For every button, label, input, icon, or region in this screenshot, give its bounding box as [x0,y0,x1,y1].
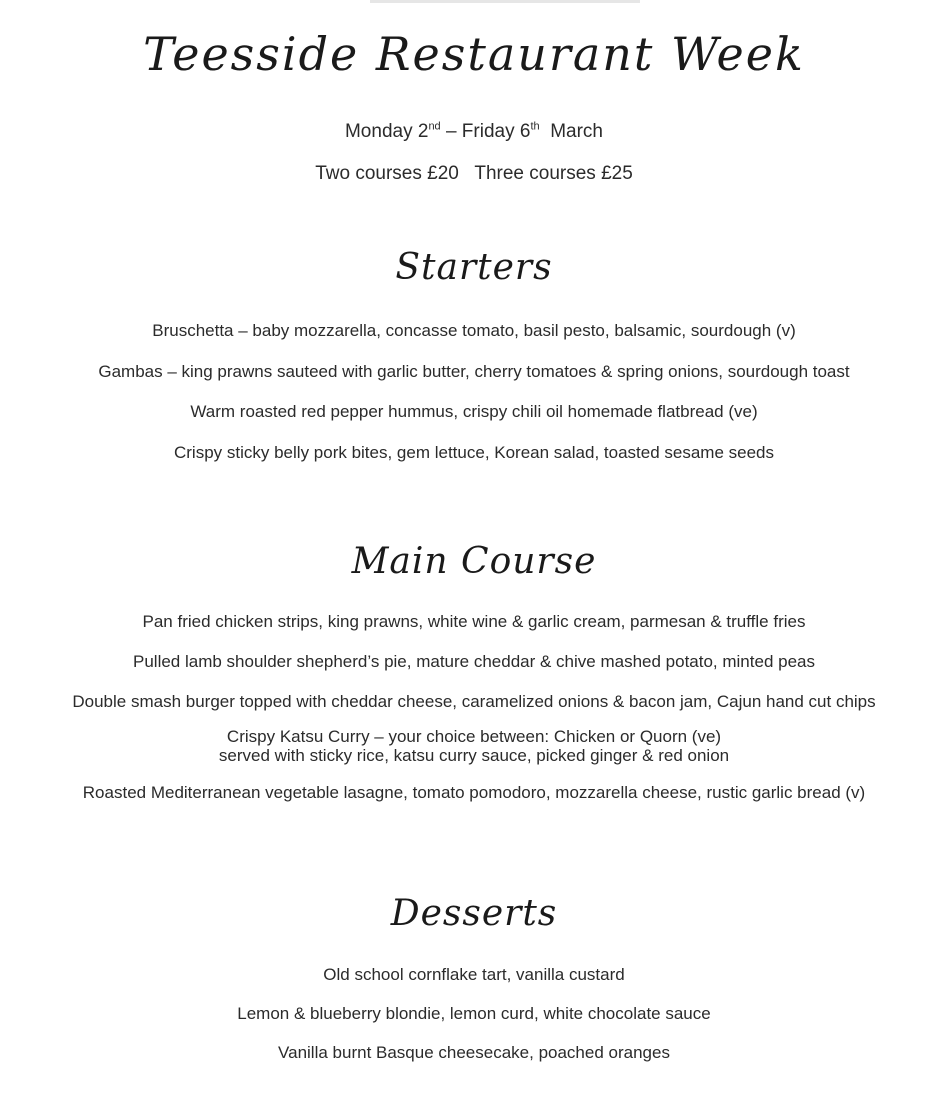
main-item: Double smash burger topped with cheddar cheese, caramelized onions & bacon jam, Cajun hand cut chips [72,692,876,711]
main-item: Pan fried chicken strips, king prawns, white wine & garlic cream, parmesan & truffle fries [142,612,806,631]
starter-item: Gambas – king prawns sauteed with garlic butter, cherry tomatoes & spring onions, sourdough toast [98,362,850,381]
main-item: Pulled lamb shoulder shepherd’s pie, mature cheddar & chive mashed potato, minted peas [133,652,815,671]
starter-item: Warm roasted red pepper hummus, crispy chili oil homemade flatbread (ve) [190,402,758,421]
dessert-item: Old school cornflake tart, vanilla custard [323,965,625,984]
main-item: Roasted Mediterranean vegetable lasagne, tomato pomodoro, mozzarella cheese, rustic garlic bread (v) [82,783,866,802]
menu-title: Teesside Restaurant Week [143,27,805,81]
top-divider [370,0,640,3]
starter-item: Bruschetta – baby mozzarella, concasse tomato, basil pesto, balsamic, sourdough (v) [152,321,796,340]
main-course-heading: Main Course [351,541,597,582]
main-item: Crispy Katsu Curry – your choice between: Chicken or Quorn (ve) [226,727,722,746]
pricing-line: Two courses £20 Three courses £25 [315,163,633,184]
end-month: March [550,121,603,142]
start-day-suffix: nd [428,120,441,133]
starter-item: Crispy sticky belly pork bites, gem lettuce, Korean salad, toasted sesame seeds [173,443,774,462]
dessert-item: Lemon & blueberry blondie, lemon curd, white chocolate sauce [237,1004,711,1023]
event-dates [0,121,948,143]
date-separator: – Friday 6 [440,121,531,142]
desserts-heading: Desserts [390,893,558,934]
dessert-item: Vanilla burnt Basque cheesecake, poached oranges [278,1043,670,1062]
start-day: Monday 2 [344,121,429,142]
end-day-suffix: th [530,120,540,133]
starters-heading: Starters [395,247,553,288]
main-item-detail: served with sticky rice, katsu curry sauce, picked ginger & red onion [218,746,730,765]
